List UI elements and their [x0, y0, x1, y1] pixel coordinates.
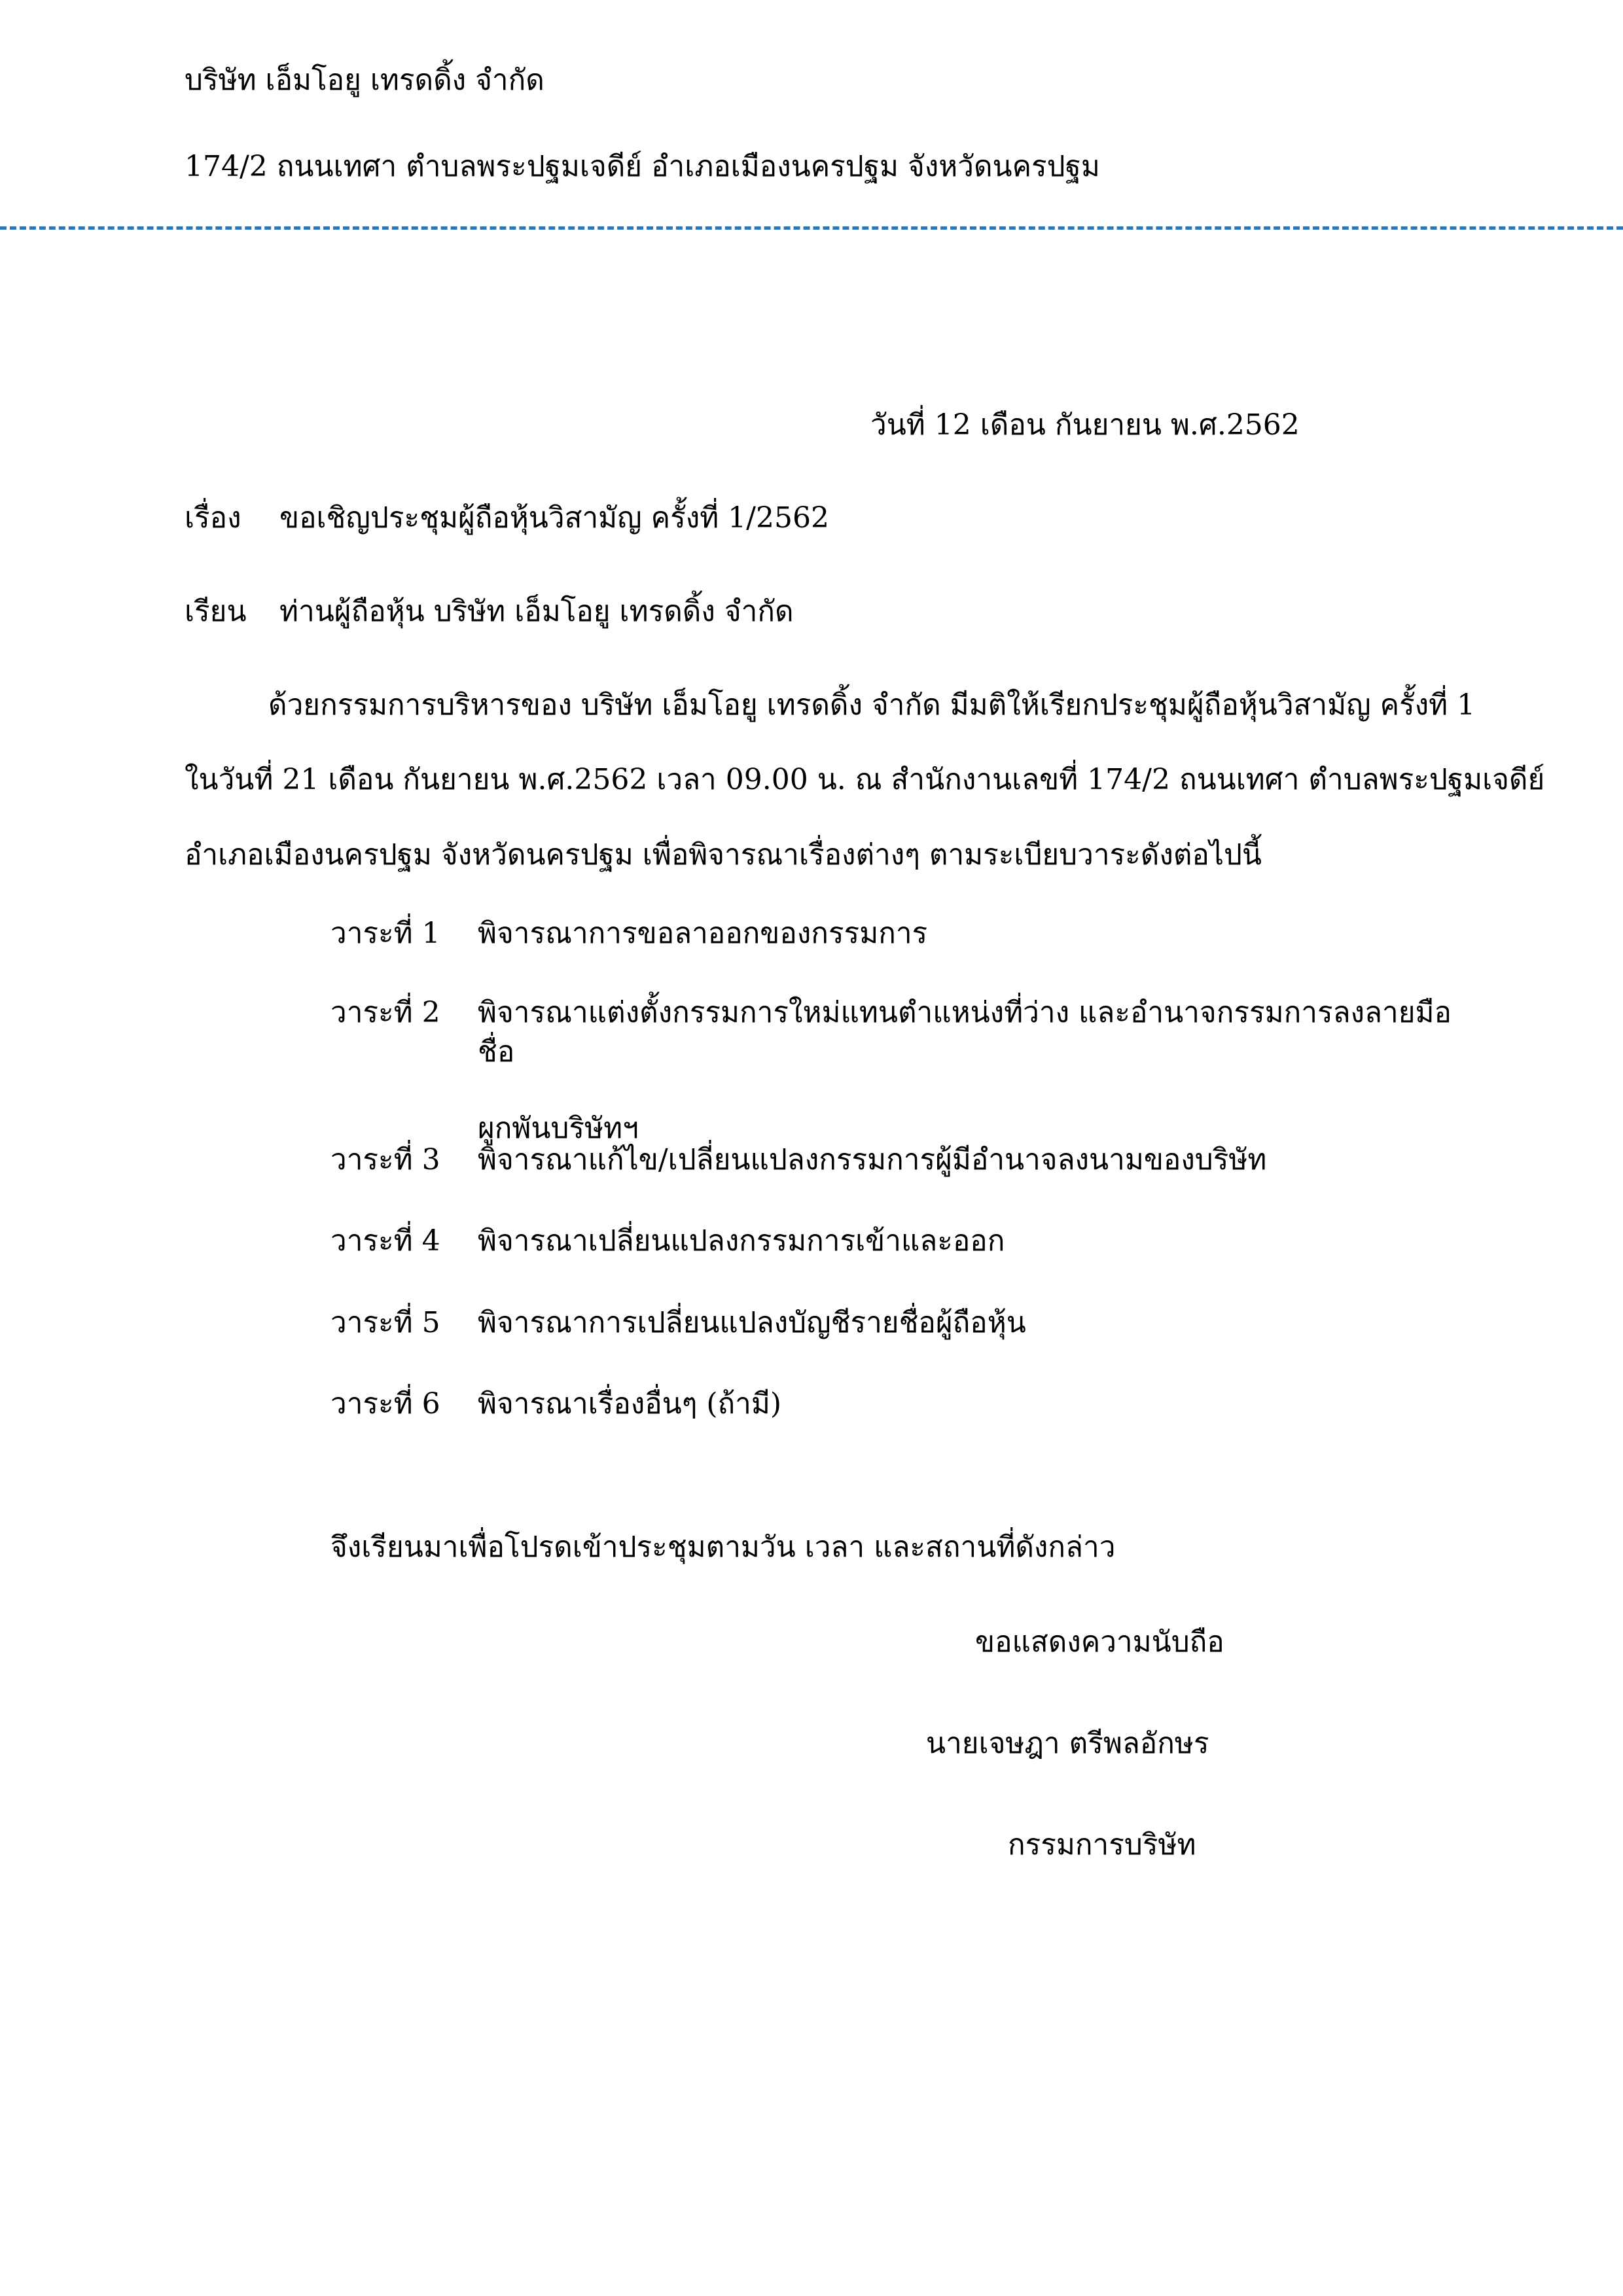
agenda-text: พิจารณาเรื่องอื่นๆ (ถ้ามี): [478, 1387, 782, 1421]
header-divider: [0, 226, 1623, 230]
body-line-2: ในวันที่ 21 เดือน กันยายน พ.ศ.2562 เวลา 09.00 น. ณ สำนักงานเลขที่ 174/2 ถนนเทศา ตำบลพระปฐมเจดีย์: [185, 763, 1545, 796]
agenda-text: พิจารณาเปลี่ยนแปลงกรรมการเข้าและออก: [478, 1224, 1005, 1258]
subject-line: [185, 499, 829, 538]
recipient-line: [185, 592, 794, 631]
closing-invitation: จึงเรียนมาเพื่อโปรดเข้าประชุมตามวัน เวลา และสถานที่ดังกล่าว: [330, 1530, 1116, 1564]
date-line: วันที่ 12 เดือน กันยายน พ.ศ.2562: [870, 408, 1300, 442]
signer-title: กรรมการบริษัท: [1008, 1828, 1196, 1862]
agenda-text: พิจารณาการเปลี่ยนแปลงบัญชีรายชื่อผู้ถือหุ้น: [478, 1306, 1026, 1339]
agenda-number: วาระที่ 2: [330, 996, 440, 1029]
agenda-text: พิจารณาการขอลาออกของกรรมการ: [478, 917, 928, 950]
agenda-text-wrap: [478, 993, 1479, 1148]
agenda-number: วาระที่ 1: [330, 917, 440, 950]
recipient-label: เรียน: [185, 595, 247, 628]
company-address: 174/2 ถนนเทศา ตำบลพระปฐมเจดีย์ อำเภอเมืองนครปฐม จังหวัดนครปฐม: [185, 150, 1100, 183]
agenda-number: วาระที่ 3: [330, 1143, 440, 1176]
closing-regards: ขอแสดงความนับถือ: [975, 1625, 1224, 1659]
agenda-text-continued: ผูกพันบริษัทฯ: [478, 1112, 639, 1145]
agenda-text: พิจารณาแก้ไข/เปลี่ยนแปลงกรรมการผู้มีอำนาจลงนามของบริษัท: [478, 1143, 1267, 1176]
subject-text: ขอเชิญประชุมผู้ถือหุ้นวิสามัญ ครั้งที่ 1/2562: [279, 501, 829, 535]
company-name: บริษัท เอ็มโอยู เทรดดิ้ง จำกัด: [185, 63, 544, 97]
signer-name: นายเจษฎา ตรีพลอักษร: [926, 1727, 1209, 1760]
agenda-number: วาระที่ 5: [330, 1306, 440, 1339]
agenda-number: วาระที่ 4: [330, 1224, 440, 1258]
recipient-text: ท่านผู้ถือหุ้น บริษัท เอ็มโอยู เทรดดิ้ง จำกัด: [279, 595, 794, 628]
body-line-3: อำเภอเมืองนครปฐม จังหวัดนครปฐม เพื่อพิจารณาเรื่องต่างๆ ตามระเบียบวาระดังต่อไปนี้: [185, 838, 1262, 872]
agenda-text: พิจารณาแต่งตั้งกรรมการใหม่แทนตำแหน่งที่ว่าง และอำนาจกรรมการลงลายมือชื่อ: [478, 996, 1452, 1069]
body-line-1: ด้วยกรรมการบริหารของ บริษัท เอ็มโอยู เทรดดิ้ง จำกัด มีมติให้เรียกประชุมผู้ถือหุ้นวิสามัญ ครั้งที่ 1: [268, 688, 1476, 722]
subject-label: เรื่อง: [185, 501, 241, 535]
agenda-number: วาระที่ 6: [330, 1387, 440, 1421]
